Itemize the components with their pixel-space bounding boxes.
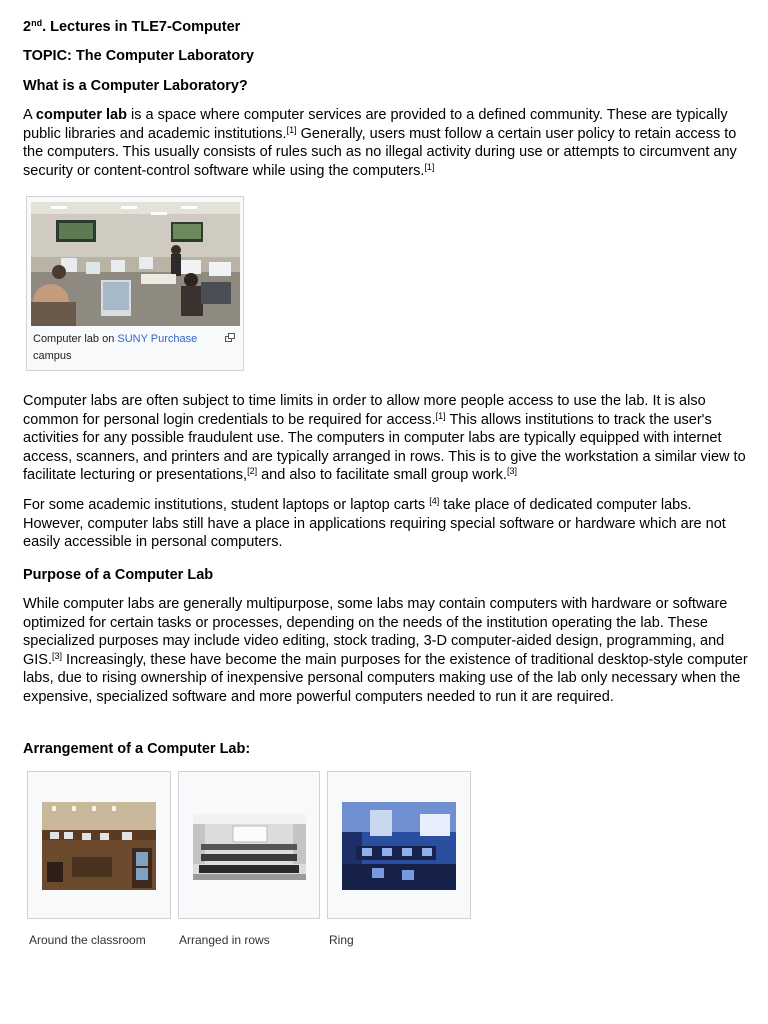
arranged-in-rows-photo[interactable] <box>193 814 306 880</box>
caption-rows: Arranged in rows <box>179 933 270 947</box>
topic-heading: TOPIC: The Computer Laboratory <box>23 48 254 64</box>
figure-caption: Computer lab on SUNY Purchase campus <box>33 333 198 362</box>
gallery-item-around[interactable] <box>27 771 171 919</box>
citation-ref[interactable]: [3] <box>506 466 517 476</box>
enlarge-icon[interactable] <box>225 329 235 338</box>
citation-ref[interactable]: [4] <box>429 496 440 506</box>
lecture-title: 2nd. Lectures in TLE7-Computer <box>23 18 241 35</box>
figure-box <box>26 196 244 371</box>
purpose-paragraph: While computer labs are generally multipurpose, some labs may contain computers with hardware or software optimized for certain tasks or processes, depending on the needs of the institution operating the lab. These specialized purposes may include video editing, stock trading, 3-D computer-aided design, programming, and GIS.[3] Increasingly, these have become the main purposes for the existence of traditional desktop-style computer labs, due to rising ownership of inexpensive personal computers making use of the lab only necessary when the expensive, specialized software and more powerful computers needed to run it are required. <box>23 596 748 705</box>
time-limits-paragraph: Computer labs are often subject to time limits in order to allow more people access to use the lab. It is also common for personal login credentials to be required for access.[1] This allows institutions to track the user's activities for any possible fraudulent use. The computers in computer labs are typically equipped with internet access, scanners, and printers and are typically arranged in rows. This is to give the workstation a similar view to facilitate lecturing or presentations,[2] and also to facilitate small group work.[3] <box>23 393 746 483</box>
arrangement-heading: Arrangement of a Computer Lab: <box>23 741 251 757</box>
gallery-item-rows[interactable] <box>178 771 320 919</box>
term-computer-lab: computer lab <box>35 107 127 123</box>
computer-lab-photo[interactable] <box>31 202 240 326</box>
suny-purchase-link[interactable]: SUNY Purchase <box>117 333 198 345</box>
gallery-item-ring[interactable] <box>327 771 471 919</box>
lecture-title-superscript: nd <box>31 18 43 28</box>
caption-around: Around the classroom <box>29 933 146 947</box>
question-heading: What is a Computer Laboratory? <box>23 78 248 94</box>
citation-ref[interactable]: [1] <box>424 161 435 172</box>
intro-paragraph: A computer lab is a space where computer services are provided to a defined community. These are typically public libraries and academic institutions.[1] Generally, users must follow a certain user policy to retain access to the computers. This usually consists of rules such as no illegal activity during use or attempts to circumvent any security or content-control software while using the computers.[1] <box>23 107 737 179</box>
laptops-paragraph: For some academic institutions, student laptops or laptop carts [4] take place of dedicated computer labs. However, computer labs still have a place in applications requiring special software or hardware which are not easily accessible in personal computers. <box>23 496 726 550</box>
citation-ref[interactable]: [3] <box>52 650 63 661</box>
citation-ref[interactable]: [1] <box>286 124 297 135</box>
caption-ring: Ring <box>329 933 354 947</box>
citation-ref[interactable]: [1] <box>435 410 446 421</box>
citation-ref[interactable]: [2] <box>247 466 258 476</box>
around-classroom-photo[interactable] <box>42 802 156 890</box>
purpose-heading: Purpose of a Computer Lab <box>23 567 214 583</box>
ring-photo[interactable] <box>342 802 456 890</box>
